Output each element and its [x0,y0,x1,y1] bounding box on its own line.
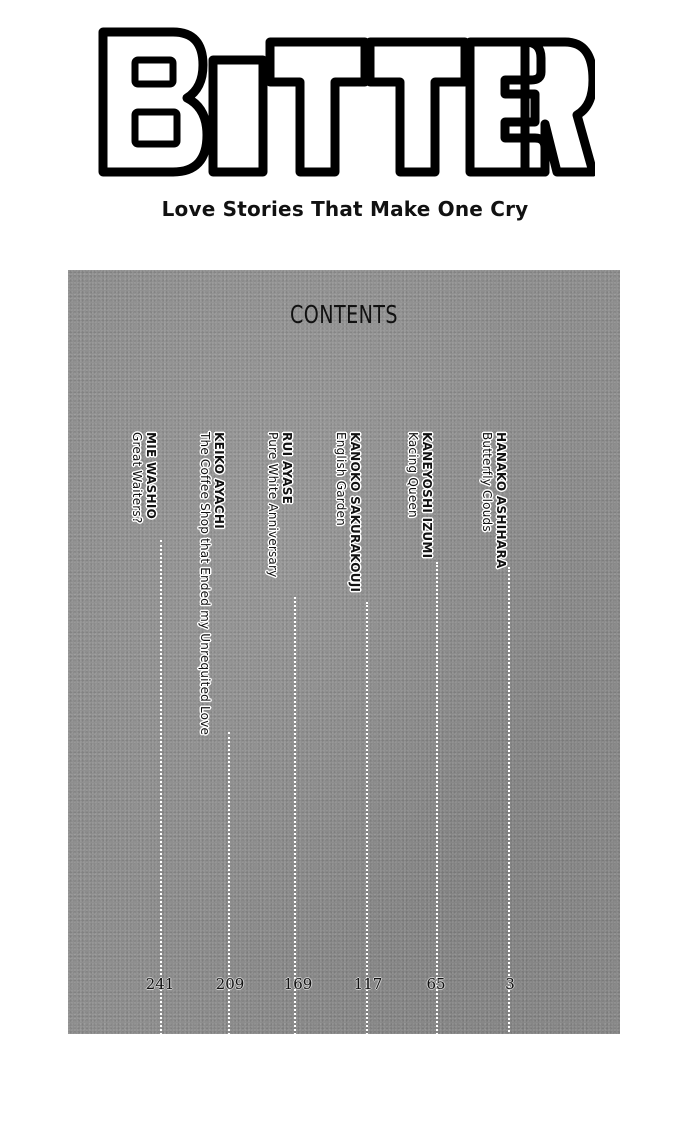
tagline: Love Stories That Make One Cry [161,197,529,221]
leader-dots [366,602,371,1127]
toc-author: RUI AYASE [280,432,294,505]
contents-title: CONTENTS [290,300,398,329]
toc-entry[interactable] [130,432,182,982]
toc-entry[interactable] [480,432,532,982]
toc-page-number: 117 [353,975,383,993]
leader-dots [294,597,299,1127]
toc-entry-text [334,432,362,592]
toc-page-number: 3 [505,975,515,993]
toc-title: English Garden [334,432,348,526]
toc-title: The Coffee Shop that Ended my Unrequited Love [198,432,212,736]
toc-title: Kacing Queen [406,432,420,518]
toc-entry[interactable] [334,432,386,982]
contents-panel [68,270,620,1034]
toc-entry[interactable] [406,432,458,982]
toc-page-number: 169 [283,975,313,993]
leader-dots [228,732,233,1127]
toc-author: HANAKO ASHIHARA [494,432,508,569]
toc-author: KEIKO AYACHI [212,432,226,529]
leader-dots [508,567,513,1127]
toc-title: Butterfly Clouds [480,432,494,532]
toc-title: Pure White Anniversary [266,432,280,578]
toc-title: Great Waiters? [130,432,144,524]
leader-dots [436,562,441,1127]
toc-entry[interactable] [266,432,318,982]
toc-entry-text [198,432,226,735]
toc-author: MIE WASHIO [144,432,158,520]
toc-entry[interactable] [198,432,250,982]
toc-author: KANEYOSHI IZUMI [420,432,434,559]
toc-entry-text [406,432,434,558]
toc-entry-text [480,432,508,569]
toc-author: KANOKO SAKURAKOUJI [348,432,362,593]
toc-page-number: 65 [426,975,446,993]
leader-dots [160,540,165,1127]
toc-page-number: 241 [145,975,175,993]
toc-entry-text [130,432,158,523]
toc-entry-text [266,432,294,577]
bitter-logo [95,20,595,190]
toc-page-number: 209 [215,975,245,993]
